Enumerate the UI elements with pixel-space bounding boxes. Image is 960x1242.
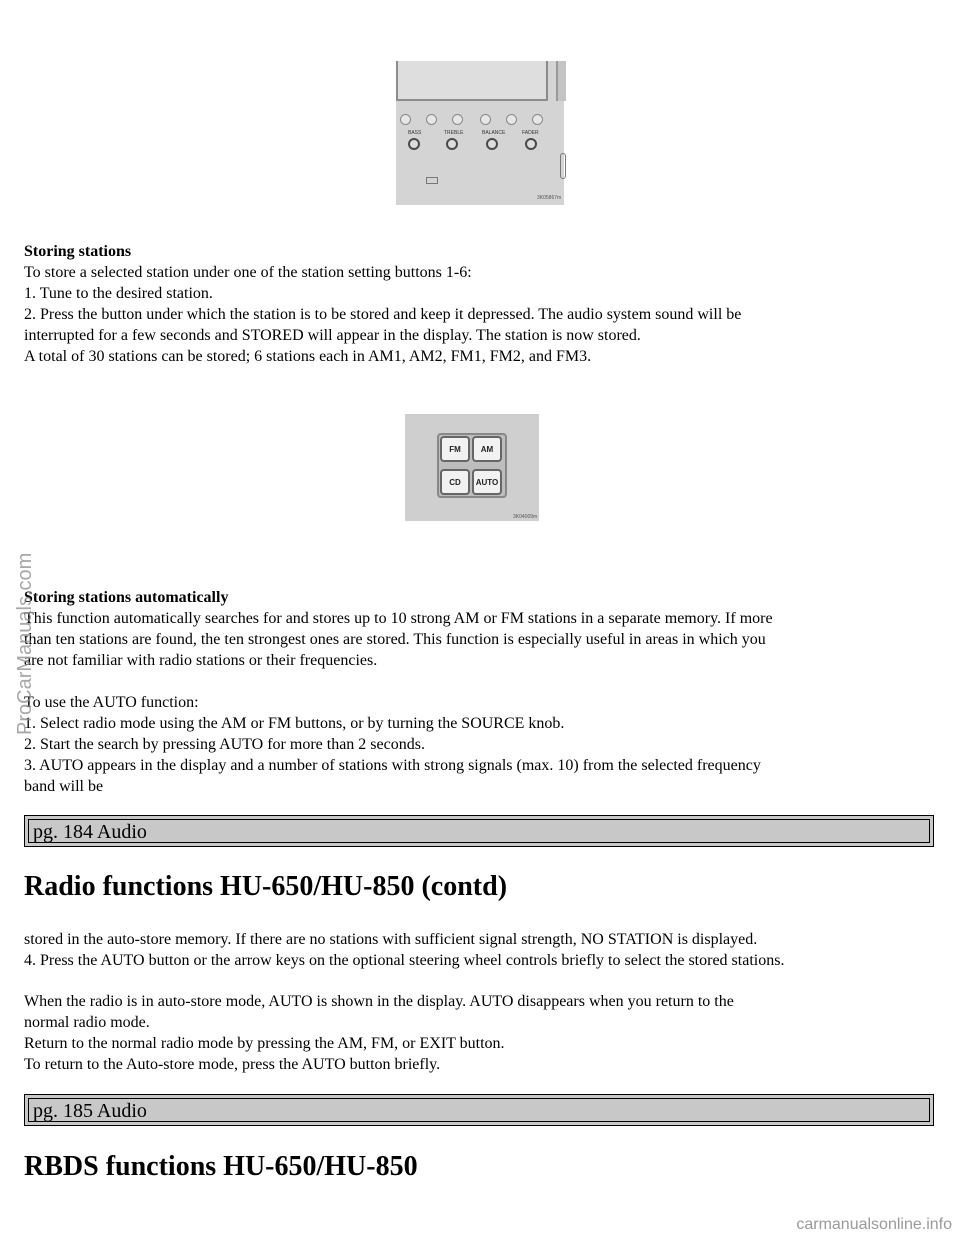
- paragraph-line: A total of 30 stations can be stored; 6 stations each in AM1, AM2, FM1, FM2, and FM3.: [24, 348, 592, 365]
- footer-watermark: carmanualsonline.info: [796, 1216, 952, 1233]
- bass-label: BASS: [408, 130, 422, 136]
- paragraph-line: are not familiar with radio stations or their frequencies.: [24, 652, 378, 669]
- paragraph-line: interrupted for a few seconds and STORED will appear in the display. The station is now stored.: [24, 327, 641, 344]
- page-bar-185: [24, 1094, 934, 1126]
- figure-code: 3K04009m: [513, 514, 538, 520]
- figure-code: 3K05867m: [537, 195, 562, 201]
- paragraph-line: 2. Start the search by pressing AUTO for more than 2 seconds.: [24, 736, 425, 753]
- paragraph-line: To return to the Auto-store mode, press the AUTO button briefly.: [24, 1056, 441, 1073]
- treble-knob: [446, 138, 458, 150]
- section-heading-storing: Storing stations: [24, 243, 132, 260]
- am-button: AM: [472, 436, 502, 462]
- fader-knob: [525, 138, 537, 150]
- audio-panel-image: [396, 61, 564, 205]
- fm-button: FM: [440, 436, 470, 462]
- paragraph-line: To use the AUTO function:: [24, 694, 199, 711]
- preset-6-button: [532, 114, 543, 125]
- fader-label: FADER: [522, 130, 539, 136]
- preset-4-button: [480, 114, 491, 125]
- paragraph-line: To store a selected station under one of the station setting buttons 1-6:: [24, 264, 472, 281]
- paragraph-line: 4. Press the AUTO button or the arrow keys on the optional steering wheel controls briefly to select the stored stations.: [24, 952, 785, 969]
- preset-5-button: [506, 114, 517, 125]
- page-bar-label: pg. 185 Audio: [28, 1098, 930, 1122]
- treble-label: TREBLE: [444, 130, 464, 136]
- source-buttons-image: [405, 414, 539, 521]
- preset-2-button: [426, 114, 437, 125]
- display-screen: [396, 61, 548, 101]
- page-title-radio-functions: Radio functions HU-650/HU-850 (contd): [24, 871, 508, 902]
- paragraph-line: This function automatically searches for and stores up to 10 strong AM or FM stations in a separate memory. If more: [24, 610, 773, 627]
- display-edge: [556, 61, 566, 101]
- paragraph-line: band will be: [24, 778, 104, 795]
- balance-knob: [486, 138, 498, 150]
- paragraph-line: 3. AUTO appears in the display and a number of stations with strong signals (max. 10) from the selected frequency: [24, 757, 761, 774]
- paragraph-line: 1. Select radio mode using the AM or FM buttons, or by turning the SOURCE knob.: [24, 715, 565, 732]
- balance-label: BALANCE: [482, 130, 506, 136]
- paragraph-line: than ten stations are found, the ten strongest ones are stored. This function is especially useful in areas in which you: [24, 631, 766, 648]
- paragraph-line: Return to the normal radio mode by pressing the AM, FM, or EXIT button.: [24, 1035, 505, 1052]
- preset-3-button: [452, 114, 463, 125]
- cd-button: CD: [440, 469, 470, 495]
- paragraph-line: 1. Tune to the desired station.: [24, 285, 213, 302]
- side-watermark: ProCarManuals.com: [14, 552, 36, 735]
- bass-knob: [408, 138, 420, 150]
- auto-button: AUTO: [472, 469, 502, 495]
- paragraph-line: When the radio is in auto-store mode, AUTO is shown in the display. AUTO disappears when you return to the: [24, 993, 734, 1010]
- side-knob: [560, 153, 566, 179]
- page-bar-184: [24, 815, 934, 847]
- page-title-rbds-functions: RBDS functions HU-650/HU-850: [24, 1151, 418, 1182]
- page-bar-label: pg. 184 Audio: [28, 819, 930, 843]
- paragraph-line: stored in the auto-store memory. If there are no stations with sufficient signal strength, NO STATION is displayed.: [24, 931, 758, 948]
- panel-slot: [426, 177, 438, 184]
- preset-1-button: [400, 114, 411, 125]
- paragraph-line: normal radio mode.: [24, 1014, 150, 1031]
- paragraph-line: 2. Press the button under which the station is to be stored and keep it depressed. The audio system sound will be: [24, 306, 742, 323]
- section-heading-auto: Storing stations automatically: [24, 589, 229, 606]
